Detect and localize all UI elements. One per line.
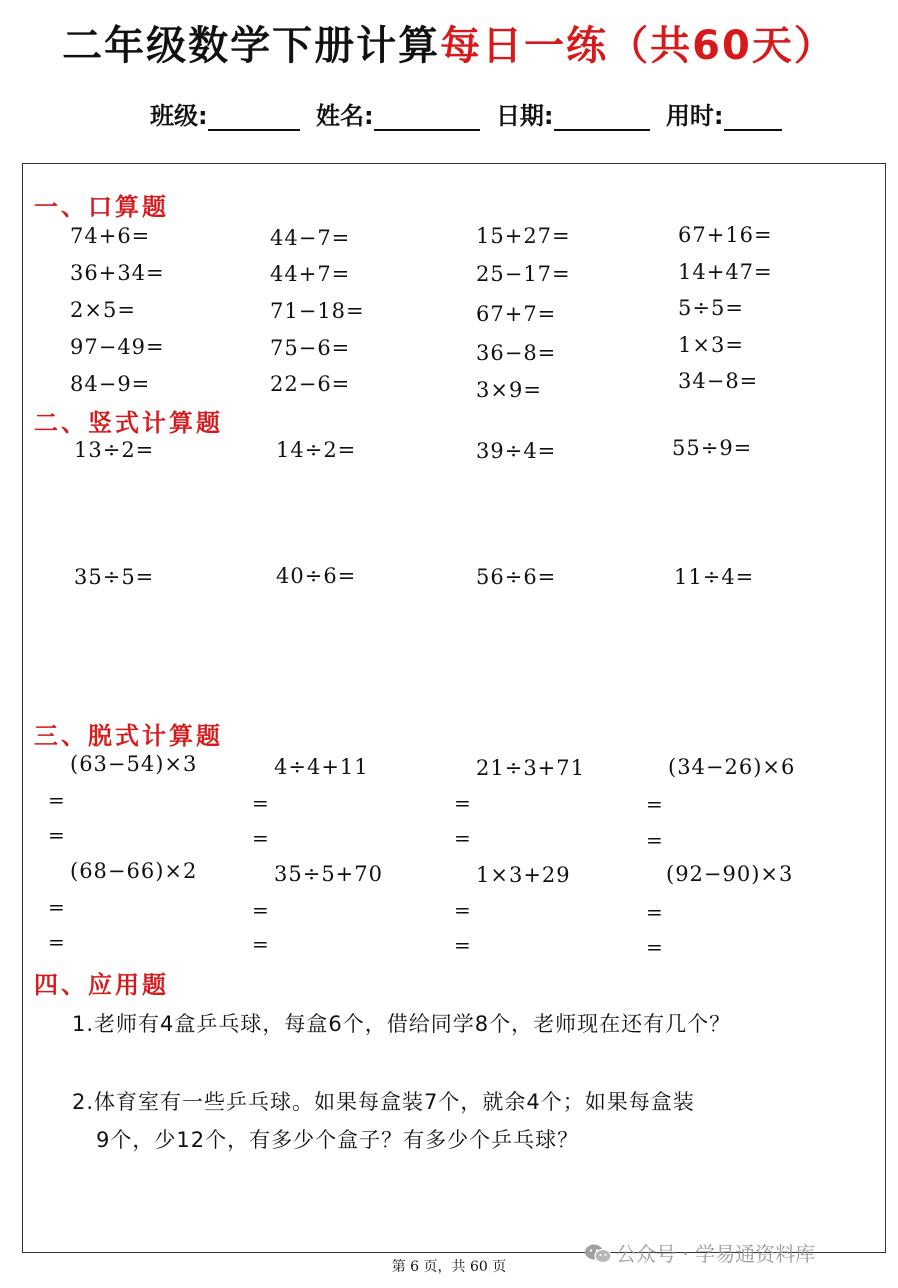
date-label: 日期: [495,102,554,130]
oral-problem: 22−6= [270,372,351,396]
equals-sign: = [646,828,663,852]
class-field [150,96,308,131]
word-problem-2-line1: 2.体育室有一些乒乓球。如果每盒装7个，就余4个；如果每盒装 [72,1090,695,1114]
stepwise-problem: (63−54)×3 [70,752,198,776]
oral-problem: 5÷5= [678,296,744,320]
equals-sign: = [252,932,269,956]
oral-problem: 84−9= [70,372,151,396]
oral-problem: 36−8= [476,341,557,365]
equals-sign: = [454,826,471,850]
stepwise-problem: 21÷3+71 [476,756,585,780]
oral-problem: 3×9= [476,378,542,402]
oral-problem: 67+16= [678,223,773,247]
oral-problem: 15+27= [476,224,571,248]
equals-sign: = [646,792,663,816]
oral-problem: 74+6= [70,224,151,248]
oral-problem: 67+7= [476,302,557,326]
stepwise-problem: (34−26)×6 [668,755,796,779]
time-field [666,96,790,131]
name-field [316,96,488,131]
stepwise-problem: (92−90)×3 [666,862,794,886]
stepwise-problem: 35÷5+70 [274,862,383,886]
oral-problem: 44+7= [270,262,351,286]
section3-heading: 三、脱式计算题 [34,721,223,750]
equals-sign: = [48,788,65,812]
equals-sign: = [48,930,65,954]
vertical-problem: 40÷6= [276,564,357,588]
page-title [0,14,898,71]
date-blank[interactable] [554,107,650,131]
vertical-problem: 13÷2= [74,438,155,462]
equals-sign: = [48,823,65,847]
stepwise-problem: 1×3+29 [476,863,571,887]
time-label: 用时: [665,102,724,130]
word-problem-1: 1.老师有4盒乒乓球，每盒6个，借给同学8个，老师现在还有几个？ [72,1012,732,1036]
vertical-problem: 35÷5= [74,565,155,589]
watermark-text: 公众号 · 学易通资料库 [616,1242,816,1266]
equals-sign: = [454,933,471,957]
oral-problem: 44−7= [270,226,351,250]
equals-sign: = [48,895,65,919]
equals-sign: = [252,826,269,850]
equals-sign: = [252,791,269,815]
stepwise-problem: 4÷4+11 [274,755,369,779]
vertical-problem: 55÷9= [672,436,753,460]
oral-problem: 25−17= [476,262,571,286]
oral-problem: 71−18= [270,299,365,323]
section2-heading: 二、竖式计算题 [34,408,223,437]
oral-problem: 97−49= [70,335,165,359]
vertical-problem: 39÷4= [476,439,557,463]
title-main: 二年级数学下册计算 [62,23,441,69]
name-label: 姓名: [315,102,374,130]
vertical-problem: 11÷4= [674,565,755,589]
equals-sign: = [454,898,471,922]
student-info-row [150,96,790,131]
section4-heading: 四、应用题 [34,970,169,999]
vertical-problem: 14÷2= [276,438,357,462]
equals-sign: = [454,791,471,815]
vertical-problem: 56÷6= [476,565,557,589]
stepwise-problem: (68−66)×2 [70,859,198,883]
equals-sign: = [646,935,663,959]
oral-problem: 1×3= [678,333,744,357]
section1-heading: 一、口算题 [34,192,169,221]
oral-problem: 36+34= [70,261,165,285]
time-blank[interactable] [724,107,782,131]
word-problem-2-line2: 9个，少12个，有多少个盒子？有多少个乒乓球？ [96,1128,580,1152]
title-highlight: 每日一练（共60天） [440,23,836,69]
oral-problem: 34−8= [678,369,759,393]
name-blank[interactable] [374,107,480,131]
oral-problem: 75−6= [270,336,351,360]
equals-sign: = [646,900,663,924]
class-label: 班级: [150,102,208,130]
page-number: 第 6 页，共 60 页 [391,1259,507,1275]
class-blank[interactable] [208,107,300,131]
equals-sign: = [252,898,269,922]
oral-problem: 2×5= [70,298,136,322]
date-field [496,96,658,131]
oral-problem: 14+47= [678,260,773,284]
